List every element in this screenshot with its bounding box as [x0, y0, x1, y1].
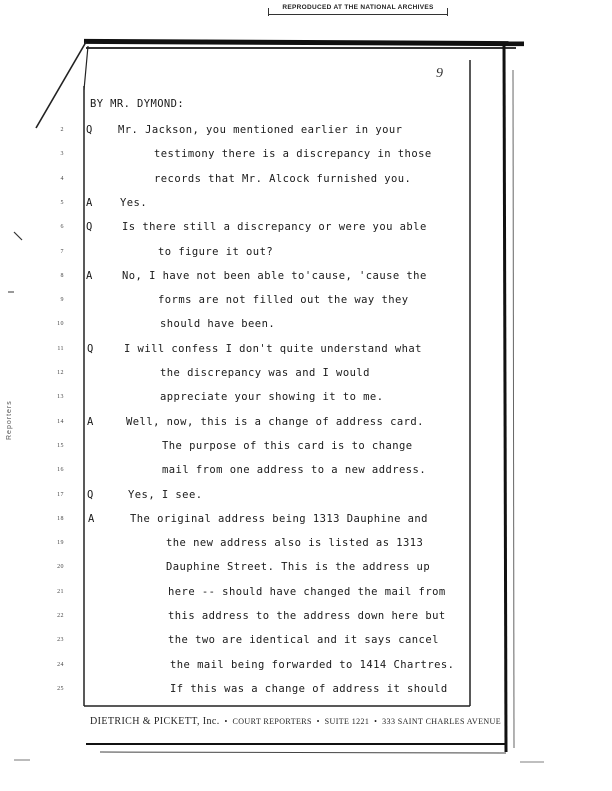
transcript-line — [0, 440, 470, 456]
line-text: the two are identical and it says cancel — [168, 634, 439, 647]
speaker-label: Q — [87, 488, 94, 501]
transcript-line — [0, 416, 470, 432]
line-text: Mr. Jackson, you mentioned earlier in your — [118, 124, 403, 136]
line-text: appreciate your showing it to me. — [160, 391, 384, 404]
speaker-label: Q — [86, 221, 93, 234]
line-text: Yes, I see. — [128, 488, 203, 501]
footer-address: 333 SAINT CHARLES AVENUE — [382, 717, 502, 726]
transcript-line — [0, 464, 470, 480]
transcript-line — [0, 197, 470, 213]
line-text: Is there still a discrepancy or were you able — [122, 221, 427, 234]
transcript-line — [0, 391, 470, 407]
line-text: If this was a change of address it should — [170, 682, 448, 695]
transcript-line — [0, 561, 470, 577]
line-number: 14 — [57, 418, 64, 425]
transcript-line — [0, 294, 470, 310]
line-number: 10 — [57, 321, 64, 328]
transcript-line — [0, 489, 470, 505]
line-number: 12 — [57, 370, 64, 376]
line-number: 13 — [57, 394, 64, 401]
line-text: the new address also is listed as 1313 — [166, 537, 424, 550]
archives-stamp: REPRODUCED AT THE NATIONAL ARCHIVES — [268, 2, 448, 15]
transcript-line — [0, 270, 470, 286]
transcript-line — [0, 513, 470, 529]
line-number: 18 — [57, 515, 64, 522]
line-number: 7 — [60, 248, 64, 255]
transcript-line — [0, 634, 470, 650]
line-text: the mail being forwarded to 1414 Chartres. — [170, 658, 455, 671]
speaker-label: A — [87, 415, 94, 428]
transcript-line — [0, 246, 470, 262]
line-text: here -- should have changed the mail from — [168, 585, 446, 598]
line-text: testimony there is a discrepancy in those — [154, 148, 432, 161]
line-text: No, I have not been able to'cause, 'cause the — [122, 269, 427, 282]
speaker-label: Q — [86, 124, 93, 136]
page-number: 9 — [436, 66, 443, 81]
line-text: to figure it out? — [158, 245, 274, 258]
line-number: 15 — [57, 442, 64, 449]
transcript-line — [0, 586, 470, 602]
line-text: Yes. — [120, 196, 148, 209]
line-text: should have been. — [160, 318, 276, 331]
line-number: 5 — [60, 199, 64, 206]
line-number: 22 — [57, 613, 64, 619]
line-number: 11 — [57, 345, 64, 352]
line-number: 4 — [60, 175, 64, 182]
line-number: 25 — [57, 685, 64, 692]
margin-text: Reporters — [6, 400, 13, 440]
line-number: 19 — [57, 540, 64, 547]
transcript-line — [0, 221, 470, 237]
line-number: 23 — [57, 637, 64, 644]
line-number: 21 — [57, 588, 64, 595]
line-text: forms are not filled out the way they — [158, 294, 409, 307]
transcript-line — [0, 367, 470, 383]
speaker-label: A — [86, 196, 93, 209]
line-number: 9 — [60, 297, 64, 304]
transcript-line — [0, 148, 470, 164]
footer-role: COURT REPORTERS — [232, 717, 312, 726]
reporter-footer: DIETRICH & PICKETT, Inc. • COURT REPORTERS • SUITE 1221 • 333 SAINT CHARLES AVENUE — [90, 716, 502, 727]
transcript-line — [0, 659, 470, 675]
transcript-line — [0, 318, 470, 334]
speaker-label: A — [88, 512, 95, 525]
line-text: mail from one address to a new address. — [162, 464, 427, 477]
line-number: 16 — [57, 467, 64, 474]
line-number: 17 — [57, 491, 64, 498]
examination-heading: BY MR. DYMOND: — [90, 98, 185, 110]
line-text: Well, now, this is a change of address card. — [126, 415, 424, 428]
line-text: I will confess I don't quite understand what — [124, 342, 422, 355]
line-number: 2 — [60, 127, 64, 133]
line-text: Dauphine Street. This is the address up — [166, 561, 431, 574]
transcript-line — [0, 124, 470, 140]
line-number: 8 — [60, 272, 64, 279]
footer-suite: SUITE 1221 — [324, 717, 370, 726]
transcript-line — [0, 683, 470, 699]
transcript-line — [0, 610, 470, 626]
line-number: 20 — [57, 564, 64, 571]
line-number: 24 — [57, 661, 64, 668]
speaker-label: Q — [87, 342, 94, 355]
line-text: The purpose of this card is to change — [162, 439, 413, 452]
line-number: 3 — [60, 151, 64, 158]
line-text: The original address being 1313 Dauphine and — [130, 512, 428, 525]
line-text: the discrepancy was and I would — [160, 367, 370, 379]
footer-firm: DIETRICH & PICKETT, Inc. — [90, 716, 220, 727]
transcript-line — [0, 173, 470, 189]
transcript-line — [0, 343, 470, 359]
speaker-label: A — [86, 269, 93, 282]
transcript-line — [0, 537, 470, 553]
line-text: this address to the address down here but — [168, 610, 446, 622]
line-text: records that Mr. Alcock furnished you. — [154, 172, 412, 185]
line-number: 6 — [60, 224, 64, 231]
